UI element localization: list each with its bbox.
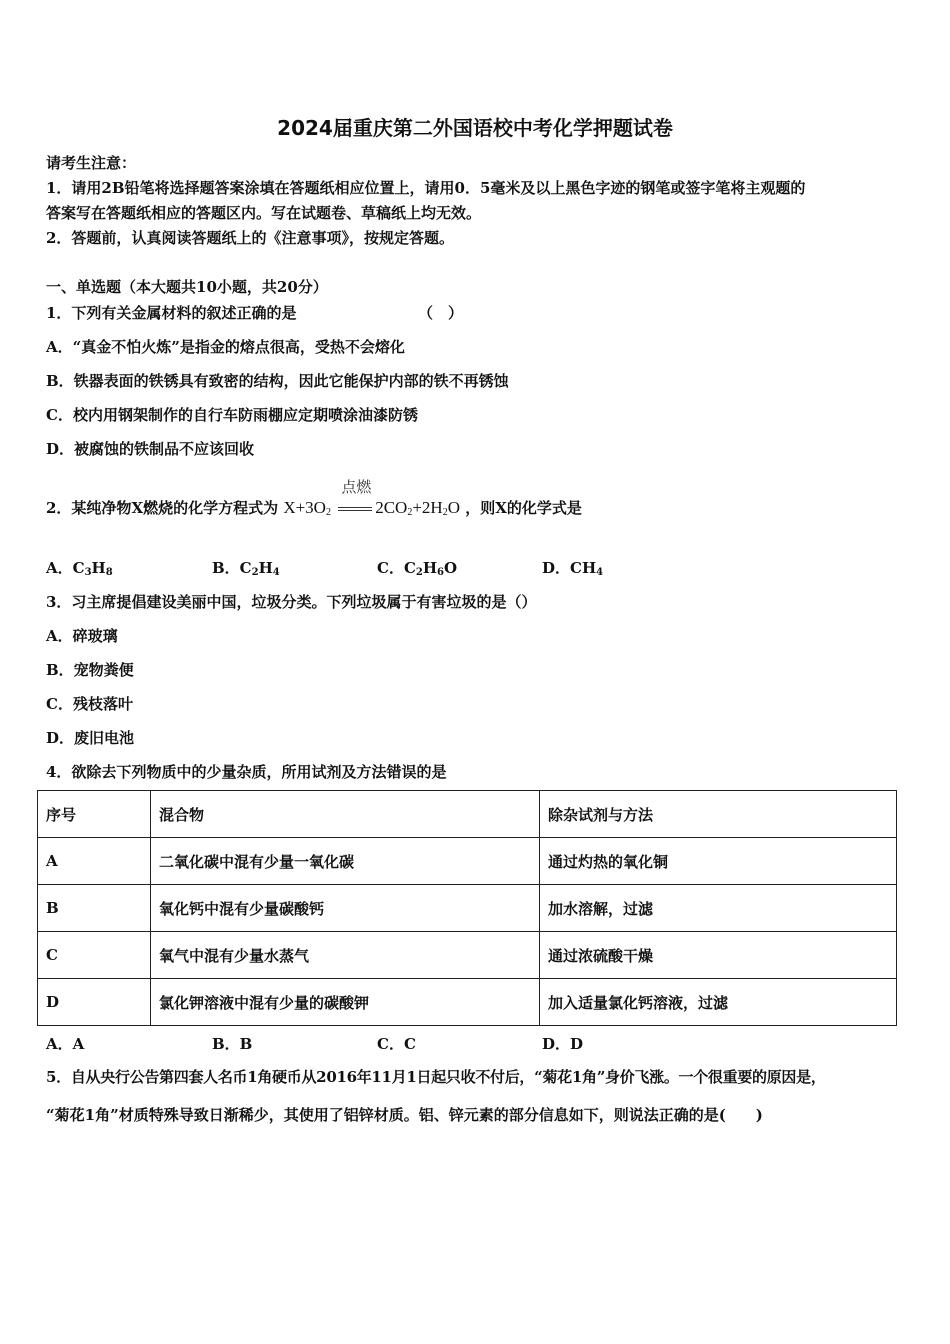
table-cell: 二氧化碳中混有少量一氧化碳 <box>151 838 540 885</box>
question-2-option-a: A．$C_3H_8$ <box>46 559 113 578</box>
question-1-option-c: C．校内用钢架制作的自行车防雨棚应定期喷涂油漆防锈 <box>46 406 418 424</box>
notice-heading: 请考生注意： <box>46 154 137 172</box>
table-row <box>38 932 897 979</box>
table-cell: C <box>38 932 151 979</box>
table-header-cell: 序号 <box>38 791 151 838</box>
table-cell: A <box>38 838 151 885</box>
answer-paren: （ ） <box>418 304 464 322</box>
table-header-cell: 除杂试剂与方法 <box>540 791 897 838</box>
question-1-option-a: A．“真金不怕火炼”是指金的熔点很高，受热不会熔化 <box>46 338 405 356</box>
notice-line-2: 答案写在答题纸相应的答题区内。写在试题卷、草稿纸上均无效。 <box>46 204 482 222</box>
question-4-option-c: C．C <box>377 1035 416 1053</box>
question-4-stem: 4．欲除去下列物质中的少量杂质，所用试剂及方法错误的是 <box>46 763 447 781</box>
question-3-option-c: C．残枝落叶 <box>46 695 133 713</box>
question-1-stem <box>46 302 464 323</box>
question-3-option-a: A．碎玻璃 <box>46 627 118 645</box>
question-2-option-c: C．$C_2H_6O$ <box>377 559 458 578</box>
question-2-stem <box>46 480 582 518</box>
table-cell: D <box>38 979 151 1026</box>
chemical-equation: $X+3O_2$ 点燃 $2CO_2+2H_2O$ <box>283 498 460 518</box>
table-cell: 加水溶解，过滤 <box>540 885 897 932</box>
impurity-table <box>37 790 897 1026</box>
question-2-option-b: B．$C_2H_4$ <box>212 559 280 578</box>
question-2-tail: ，则X的化学式是 <box>465 499 582 517</box>
equation-sign <box>338 507 372 511</box>
question-2-option-d: D．$CH_4$ <box>542 559 604 578</box>
table-cell: 氧化钙中混有少量碳酸钙 <box>151 885 540 932</box>
question-1-option-b: B．铁器表面的铁锈具有致密的结构，因此它能保护内部的铁不再锈蚀 <box>46 372 509 390</box>
question-4-option-d: D．D <box>542 1035 584 1053</box>
question-4-option-b: B．B <box>212 1035 253 1053</box>
table-cell: B <box>38 885 151 932</box>
table-header-row <box>38 791 897 838</box>
page-title: 2024届重庆第二外国语校中考化学押题试卷 <box>277 116 673 140</box>
section-heading: 一、单选题（本大题共10小题，共20分） <box>46 278 328 296</box>
table-row <box>38 979 897 1026</box>
question-5-line-1: 5．自从央行公告第四套人名币1角硬币从2016年11月1日起只收不付后，“菊花1角”身价飞涨。一个很重要的原因是， <box>46 1068 826 1086</box>
question-4-option-a: A．A <box>46 1035 85 1053</box>
question-1-text: 1．下列有关金属材料的叙述正确的是 <box>46 304 297 322</box>
table-cell: 通过浓硫酸干燥 <box>540 932 897 979</box>
question-1-option-d: D．被腐蚀的铁制品不应该回收 <box>46 440 255 458</box>
question-3-option-b: B．宠物粪便 <box>46 661 134 679</box>
table-cell: 氯化钾溶液中混有少量的碳酸钾 <box>151 979 540 1026</box>
question-3-stem: 3．习主席提倡建设美丽中国，垃圾分类。下列垃圾属于有害垃圾的是（） <box>46 593 537 611</box>
notice-line-1: 1．请用2B铅笔将选择题答案涂填在答题纸相应位置上，请用0．5毫米及以上黑色字迹的钢笔或签字笔将主观题的 <box>46 179 806 197</box>
question-3-option-d: D．废旧电池 <box>46 729 135 747</box>
question-2-text: 2．某纯净物X燃烧的化学方程式为 <box>46 499 279 517</box>
notice-line-3: 2．答题前，认真阅读答题纸上的《注意事项》，按规定答题。 <box>46 229 454 247</box>
table-row <box>38 885 897 932</box>
table-cell: 加入适量氯化钙溶液，过滤 <box>540 979 897 1026</box>
table-header-cell: 混合物 <box>151 791 540 838</box>
question-5-stem <box>46 1058 916 1134</box>
equation-condition: 点燃 <box>341 480 372 496</box>
table-cell: 通过灼热的氧化铜 <box>540 838 897 885</box>
question-5-line-2: “菊花1角”材质特殊导致日渐稀少，其使用了铝锌材质。铝、锌元素的部分信息如下，则说法正确的是( ) <box>46 1106 763 1124</box>
table-cell: 氧气中混有少量水蒸气 <box>151 932 540 979</box>
table-row <box>38 838 897 885</box>
